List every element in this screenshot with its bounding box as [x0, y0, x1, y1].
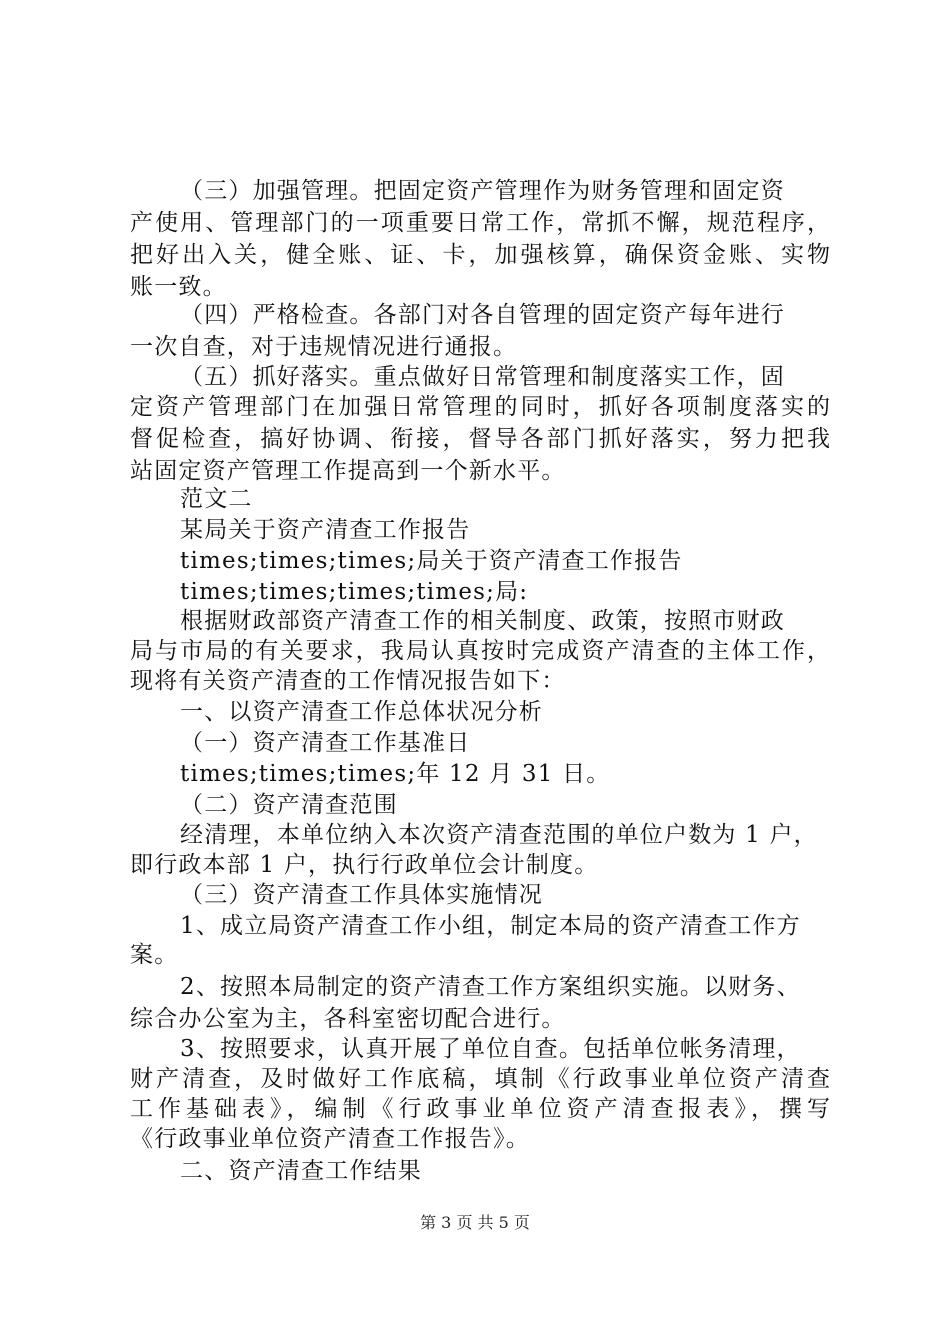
report-addressee: times;times;times;times;局: [180, 579, 529, 605]
text-line-10: 站固定资产管理工作提高到一个新水平。 [130, 458, 566, 484]
text-line-6: 一次自查，对于违规情况进行通报。 [130, 334, 518, 360]
text-line-25: 1、成立局资产清查工作小组，制定本局的资产清查工作方 [180, 913, 801, 939]
text-line-22: 经清理，本单位纳入本次资产清查范围的单位户数为 1 户， [180, 822, 818, 848]
text-line-31: 工作基础表》，编制《行政事业单位资产清查报表》，撰写 [130, 1096, 830, 1122]
text-line-15: 根据财政部资产清查工作的相关制度、政策，按照市财政 [180, 608, 785, 634]
page-number-footer: 第 3 页 共 5 页 [420, 1213, 530, 1232]
text-line-4: 账一致。 [130, 274, 227, 300]
text-line-5: （四）严格检查。各部门对各自管理的固定资产每年进行 [180, 302, 785, 328]
text-line-2: 产使用、管理部门的一项重要日常工作，常抓不懈，规范程序， [130, 210, 830, 236]
section-heading-sample-two: 范文二 [180, 486, 253, 512]
text-line-28: 综合办公室为主，各科室密切配合进行。 [130, 1006, 566, 1032]
text-line-17: 现将有关资产清查的工作情况报告如下： [130, 668, 566, 694]
text-line-9: 督促检查，搞好协调、衔接，督导各部门抓好落实，努力把我 [130, 426, 830, 452]
report-subtitle: times;times;times;局关于资产清查工作报告 [180, 548, 683, 574]
text-line-1: （三）加强管理。把固定资产管理作为财务管理和固定资 [180, 178, 785, 204]
text-line-20: times;times;times;年 12 月 31 日。 [180, 761, 611, 787]
text-line-8: 定资产管理部门在加强日常管理的同时，抓好各项制度落实的 [130, 394, 830, 420]
text-line-32: 《行政事业单位资产清查工作报告》。 [130, 1126, 530, 1152]
heading-two: 二、资产清查工作结果 [180, 1158, 422, 1184]
text-line-30: 财产清查，及时做好工作底稿，填制《行政事业单位资产清查 [130, 1066, 830, 1092]
report-title: 某局关于资产清查工作报告 [180, 517, 471, 543]
text-line-3: 把好出入关，健全账、证、卡，加强核算，确保资金账、实物 [130, 242, 830, 268]
text-line-29: 3、按照要求，认真开展了单位自查。包括单位帐务清理， [180, 1036, 801, 1062]
text-line-16: 局与市局的有关要求，我局认真按时完成资产清查的主体工作， [130, 638, 830, 664]
subheading-one: （一）资产清查工作基准日 [180, 730, 471, 756]
subheading-two: （二）资产清查范围 [180, 792, 398, 818]
heading-one: 一、以资产清查工作总体状况分析 [180, 699, 543, 725]
text-line-27: 2、按照本局制定的资产清查工作方案组织实施。以财务、 [180, 974, 801, 1000]
text-line-26: 案。 [130, 942, 179, 968]
subheading-three: （三）资产清查工作具体实施情况 [180, 882, 543, 908]
text-line-23: 即行政本部 1 户，执行行政单位会计制度。 [130, 852, 599, 878]
text-line-7: （五）抓好落实。重点做好日常管理和制度落实工作，固 [180, 364, 785, 390]
